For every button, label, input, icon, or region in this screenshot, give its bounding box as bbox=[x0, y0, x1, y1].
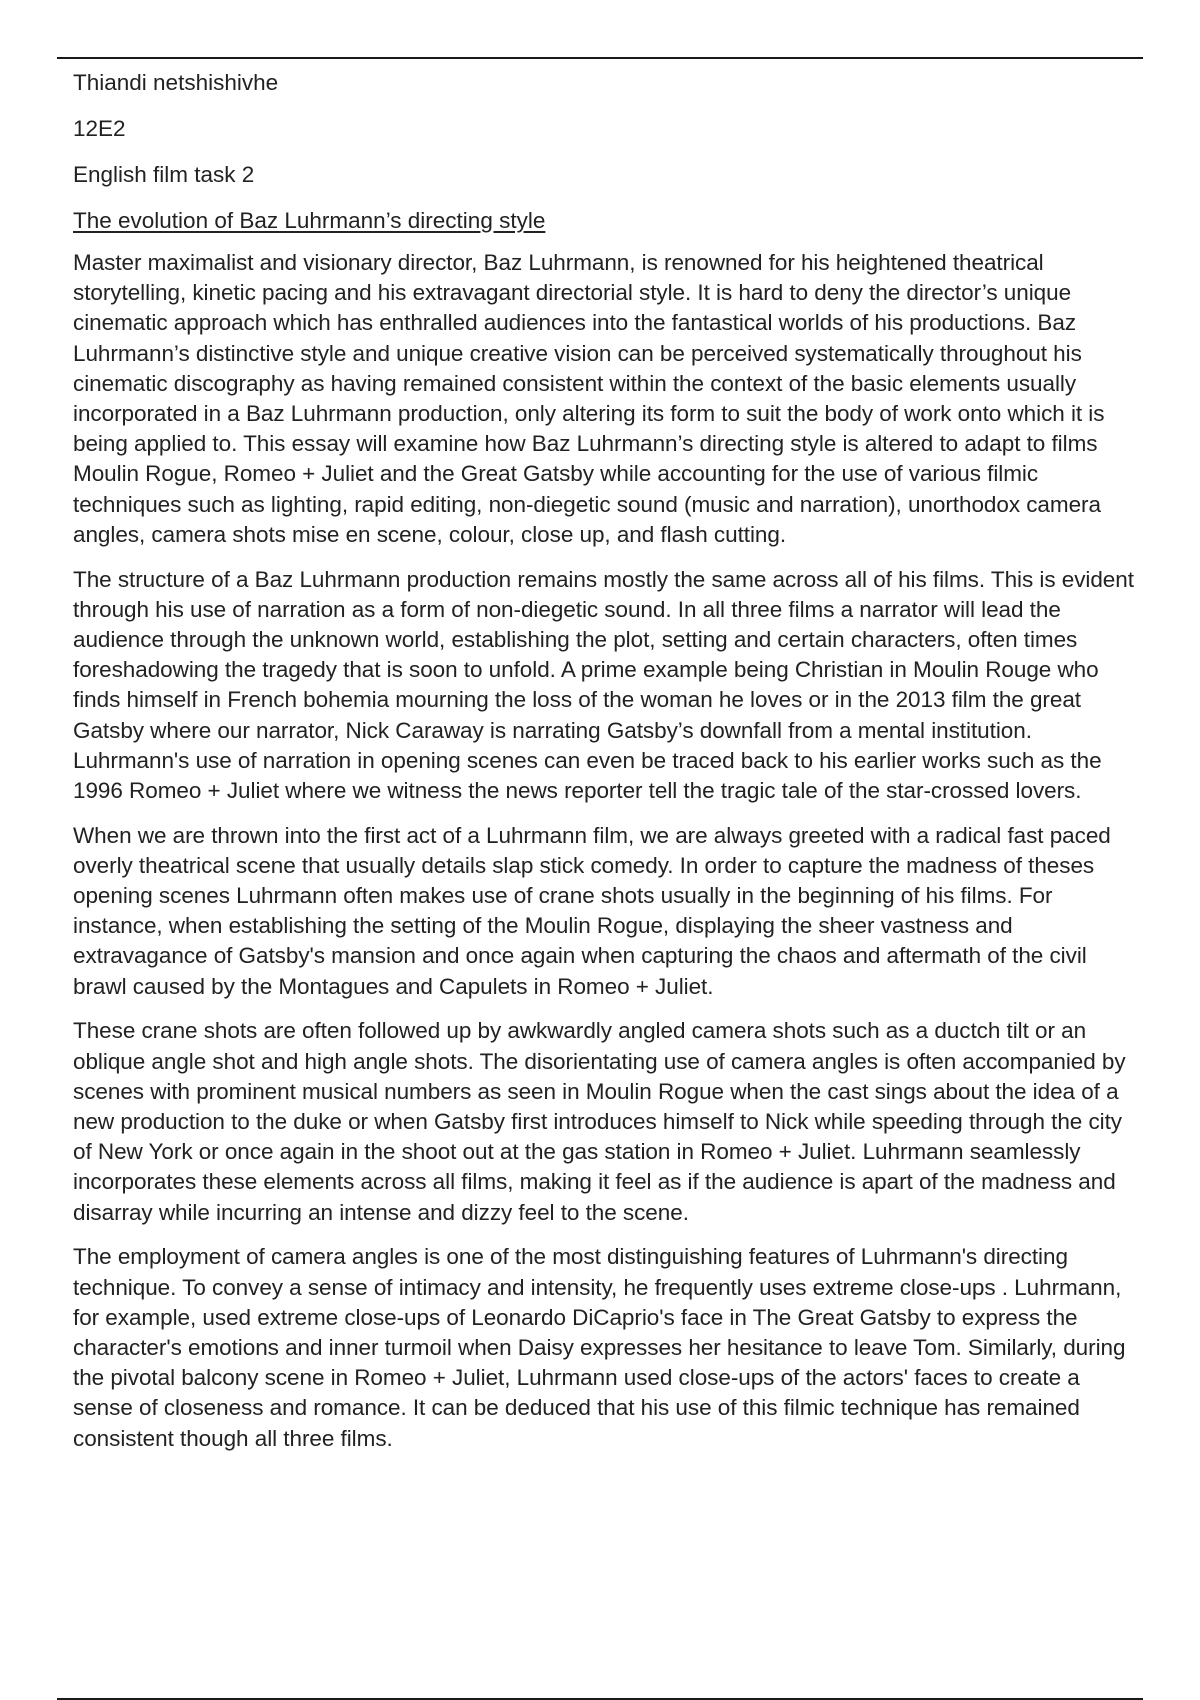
author-name: Thiandi netshishivhe bbox=[73, 70, 279, 95]
task-label: English film task 2 bbox=[73, 162, 255, 187]
essay-title: The evolution of Baz Luhrmann’s directing style bbox=[73, 208, 546, 233]
document-body bbox=[73, 70, 1135, 1468]
paragraph-narration: The structure of a Baz Luhrmann production remains mostly the same across all of his films. This is evident through his use of narration as a form of non-diegetic sound. In all three films a narrator will lead the audience through the unknown world, establishing the plot, setting and certain characters, often times foreshadowing the tragedy that is soon to unfold. A prime example being Christian in Moulin Rouge who finds himself in French bohemia mourning the loss of the woman he loves or in the 2013 film the great Gatsby where our narrator, Nick Caraway is narrating Gatsby’s downfall from a mental institution. Luhrmann's use of narration in opening scenes can even be traced back to his earlier works such as the 1996 Romeo + Juliet where we witness the news reporter tell the tragic tale of the star-crossed lovers. bbox=[73, 566, 1134, 803]
page-top-rule bbox=[57, 57, 1143, 59]
paragraph-introduction: Master maximalist and visionary director, Baz Luhrmann, is renowned for his heightened theatrical storytelling, kinetic pacing and his extravagant directorial style. It is hard to deny the director’s unique cinematic approach which has enthralled audiences into the fantastical worlds of his productions. Baz Luhrmann’s distinctive style and unique creative vision can be perceived systematically throughout his cinematic discography as having remained consistent within the context of the basic elements usually incorporated in a Baz Luhrmann production, only altering its form to suit the body of work onto which it is being applied to. This essay will examine how Baz Luhrmann’s directing style is altered to adapt to films Moulin Rogue, Romeo + Juliet and the Great Gatsby while accounting for the use of various filmic techniques such as lighting, rapid editing, non-diegetic sound (music and narration), unorthodox camera angles, camera shots mise en scene, colour, close up, and flash cutting. bbox=[73, 250, 1105, 547]
paragraph-camera-angles: These crane shots are often followed up by awkwardly angled camera shots such as a ductch tilt or an oblique angle shot and high angle shots. The disorientating use of camera angles is often accompanied by scenes with prominent musical numbers as seen in Moulin Rogue when the cast sings about the idea of a new production to the duke or when Gatsby first introduces himself to Nick while speeding through the city of New York or once again in the shoot out at the gas station in Romeo + Juliet. Luhrmann seamlessly incorporates these elements across all films, making it feel as if the audience is apart of the madness and disarray while incurring an intense and dizzy feel to the scene. bbox=[73, 1018, 1126, 1225]
paragraph-close-ups: The employment of camera angles is one of the most distinguishing features of Luhrmann's directing technique. To convey a sense of intimacy and intensity, he frequently uses extreme close-ups . Luhrmann, for example, used extreme close-ups of Leonardo DiCaprio's face in The Great Gatsby to express the character's emotions and inner turmoil when Daisy expresses her hesitance to leave Tom. Similarly, during the pivotal balcony scene in Romeo + Juliet, Luhrmann used close-ups of the actors' faces to create a sense of closeness and romance. It can be deduced that his use of this filmic technique has remained consistent though all three films. bbox=[73, 1244, 1126, 1451]
paragraph-crane-shots: When we are thrown into the first act of a Luhrmann film, we are always greeted with a radical fast paced overly theatrical scene that usually details slap stick comedy. In order to capture the madness of theses opening scenes Luhrmann often makes use of crane shots usually in the beginning of his films. For instance, when establishing the setting of the Moulin Rogue, displaying the sheer vastness and extravagance of Gatsby's mansion and once again when capturing the chaos and aftermath of the civil brawl caused by the Montagues and Capulets in Romeo + Juliet. bbox=[73, 822, 1111, 999]
class-code: 12E2 bbox=[73, 116, 126, 141]
